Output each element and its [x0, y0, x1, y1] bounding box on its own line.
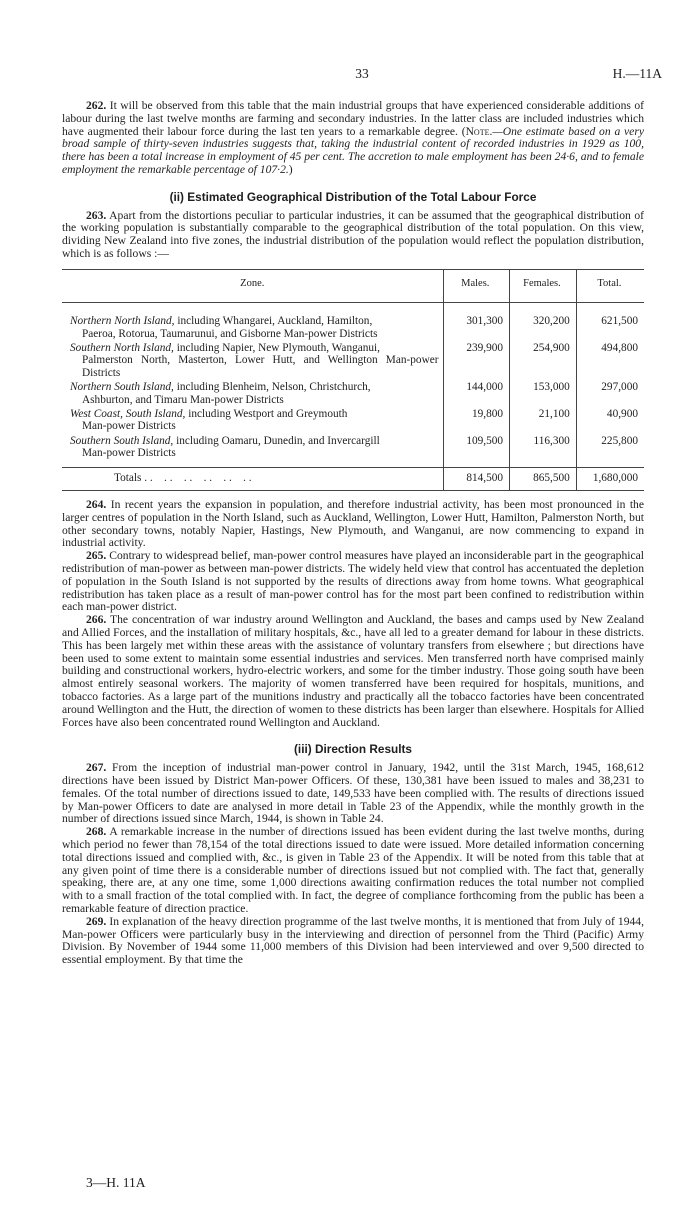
paragraph-number: 266. — [86, 613, 107, 627]
paragraph-265 — [62, 550, 644, 614]
zone-cell — [62, 380, 443, 407]
zone-name: Southern North Island, — [70, 341, 174, 354]
males-cell: 239,900 — [443, 341, 510, 380]
paragraph-number: 267. — [86, 761, 107, 775]
zone-cell — [62, 407, 443, 434]
paragraph-269 — [62, 916, 644, 967]
paragraph-text: It will be observed from this table that the main industrial groups that have experienced considerable additions of labour during the last twelve months are farming and secondary industries. In the latter class are included industries which have augmented their labour force during the last ten years to a remarkable degree. ( — [62, 99, 644, 138]
table-row — [62, 303, 644, 341]
note-text: —One estimate based on a very broad sample of thirty-seven industries suggests that, taking the industrial content of recorded industries in 1929 as 100, there has been a total increase in employment of 45 per cent. The accretion to male employment has been 24·6, and to female employment the remarkable percentage of 107·2. — [62, 124, 644, 176]
zone-desc-continued: Palmerston North, Masterton, Lower Hutt, and Wellington Man-power Districts — [82, 354, 439, 379]
totals-label-cell — [62, 467, 443, 490]
paragraph-number: 263. — [86, 208, 107, 222]
zone-desc: including Oamaru, Dunedin, and Invercargill — [173, 434, 380, 447]
females-total-cell: 865,500 — [510, 467, 577, 490]
paragraph-263 — [62, 210, 644, 261]
zone-desc: including Blenheim, Nelson, Christchurch, — [173, 381, 371, 394]
paragraph-268 — [62, 826, 644, 916]
females-cell: 21,100 — [510, 407, 577, 434]
zone-column-header: Zone. — [62, 269, 443, 302]
paragraph-number: 265. — [86, 549, 107, 563]
paragraph-number: 262. — [86, 99, 107, 112]
paragraph-text: Contrary to widespread belief, man-power control measures have played an inconsiderable part in the geographical redistribution of man-power as between man-power districts. The widely held view that control has accentuated the depletion of population in the South Island is not supported by the results of directions away from home towns. What geographical redistribution has taken place as a result of man-power control has for the most part been confined to redistribution within each man-power district. — [62, 549, 644, 614]
zone-desc: including Westport and Greymouth — [185, 408, 348, 421]
total-cell: 40,900 — [576, 407, 644, 434]
zone-desc: including Whangarei, Auckland, Hamilton, — [174, 315, 373, 328]
grand-total-cell: 1,680,000 — [576, 467, 644, 490]
males-cell: 301,300 — [443, 303, 510, 341]
zone-desc-continued: Paeroa, Rotorua, Taumarunui, and Gisborne Man-power Districts — [82, 327, 378, 340]
paragraph-text: A remarkable increase in the number of directions issued has been evident during the last twelve months, during which period no fewer than 78,154 of the total directions issued to date were issued. More detailed information concerning total directions issued and complied with, &c., is given in Table 23 of the Appendix. It will be noted from this table that at any given point of time there is a considerable number of directions issued but not complied with. The fact that, generally speaking, there are, at any one time, some 1,000 directions awaiting confirmation reduces the total number not complied with to a small fraction of the total complied with. In fact, the degree of compliance forthcoming from the public has been a remarkable feature of direction practice. — [62, 825, 644, 915]
paragraph-number: 269. — [86, 914, 107, 928]
zone-desc-continued: Man-power Districts — [82, 447, 176, 460]
section-heading-direction-results: (iii) Direction Results — [294, 742, 412, 757]
paragraph-text: Apart from the distortions peculiar to particular industries, it can be assumed that the geographical distribution of the working population is substantially comparable to the geographical distribution of the total population. On this view, dividing New Zealand into five zones, the industrial distribution of the population would reflect the population distribution, which is as follows :— — [62, 208, 644, 260]
zone-desc-continued: Ashburton, and Timaru Man-power Districts — [82, 393, 284, 406]
paragraph-text: From the inception of industrial man-power control in January, 1942, until the 31st March, 1945, 168,612 directions have been issued by District Man-power Officers. Of these, 130,381 have been issued to males and 38,231 to females. Of the total number of directions issued to date, 149,533 have been complied with. The results of directions issued by Man-power Officers to date are analysed in more detail in Table 23 of the Appendix, while the monthly growth in the number of directions issued since March, 1944, is shown in Table 24. — [62, 761, 644, 826]
males-cell: 19,800 — [443, 407, 510, 434]
paragraph-267 — [62, 762, 644, 826]
note-label: Note. — [465, 124, 493, 138]
paragraph-number: 264. — [86, 498, 107, 512]
paragraph-266 — [62, 614, 644, 729]
females-cell: 153,000 — [510, 380, 577, 407]
total-column-header: Total. — [576, 269, 644, 302]
paragraph-262 — [62, 100, 644, 177]
zone-distribution-table — [62, 269, 644, 491]
males-total-cell: 814,500 — [443, 467, 510, 490]
total-cell: 297,000 — [576, 380, 644, 407]
zone-name: Southern South Island, — [70, 434, 174, 447]
zone-cell — [62, 434, 443, 461]
zone-desc-continued: Man-power Districts — [82, 420, 176, 433]
males-column-header: Males. — [443, 269, 510, 302]
section-heading-distribution: (ii) Estimated Geographical Distribution of the Total Labour Force — [169, 189, 537, 204]
males-cell: 144,000 — [443, 380, 510, 407]
table-row — [62, 407, 644, 434]
zone-cell — [62, 303, 443, 341]
paragraph-text: In recent years the expansion in population, and therefore industrial activity, has been most pronounced in the larger centres of population in the North Island, such as Auckland, Wellington, Lower Hutt, Hamilton, Palmerston North, but other secondary towns, notably Napier, Hastings, New Plymouth, and Wanganui, are now commencing to expand in industrial activity. — [62, 498, 644, 550]
paragraph-264 — [62, 499, 644, 550]
zone-name: Northern South Island, — [70, 381, 174, 394]
table-row — [62, 434, 644, 461]
paragraph-text: In explanation of the heavy direction programme of the last twelve months, it is mentioned that from July of 1944, Man-power Officers were particularly busy in the interviewing and direction of personnel from the Third (Pacific) Army Division. By November of 1944 some 11,000 members of this Division had been interviewed and over 9,500 directed to essential employment. By that time the — [62, 914, 644, 967]
totals-leader-dots: . . . . . . . . . . . . — [141, 471, 252, 484]
totals-label: Totals — [114, 471, 142, 484]
note-close: ) — [288, 162, 293, 176]
paragraph-text: The concentration of war industry around Wellington and Auckland, the bases and camps used by New Zealand and Allied Forces, and the installation of military hospitals, &c., have all led to a greater demand for labour in these districts. This has been largely met within these areas with the assistance of voluntary transfers from elsewhere ; but directions have been used to some extent to maintain some essential industries and services. Men transferred north have comprised mainly building and constructional workers, hydro-electric workers, and some for the timber industry. Those going south have been almost entirely seasonal workers. The majority of women transferred have been required for hospitals, munitions, and tobacco factories. As a large part of the munitions industry and practically all the tobacco factories have been concentrated around Wellington and the Hutt, the direction of women to these districts has been larger than elsewhere. Hospitals for Allied Forces have also been concentrated round Wellington and Auckland. — [62, 613, 644, 729]
total-cell: 621,500 — [576, 303, 644, 341]
females-cell: 116,300 — [510, 434, 577, 461]
totals-row — [62, 467, 644, 490]
page-header — [62, 66, 662, 84]
males-cell: 109,500 — [443, 434, 510, 461]
total-cell: 494,800 — [576, 341, 644, 380]
page-footer-signature: 3—H. 11A — [86, 1175, 146, 1190]
zone-desc: including Napier, New Plymouth, Wanganui, — [173, 341, 381, 354]
table-row — [62, 341, 644, 380]
document-reference: H.—11A — [612, 66, 662, 81]
females-column-header: Females. — [510, 269, 577, 302]
zone-name: West Coast, South Island, — [70, 408, 186, 421]
total-cell: 225,800 — [576, 434, 644, 461]
females-cell: 320,200 — [510, 303, 577, 341]
document-body — [62, 100, 644, 967]
zone-cell — [62, 341, 443, 380]
table-header-row — [62, 269, 644, 302]
paragraph-number: 268. — [86, 825, 107, 839]
table-row — [62, 380, 644, 407]
females-cell: 254,900 — [510, 341, 577, 380]
page-number: 33 — [355, 66, 369, 81]
zone-name: Northern North Island, — [70, 315, 175, 328]
